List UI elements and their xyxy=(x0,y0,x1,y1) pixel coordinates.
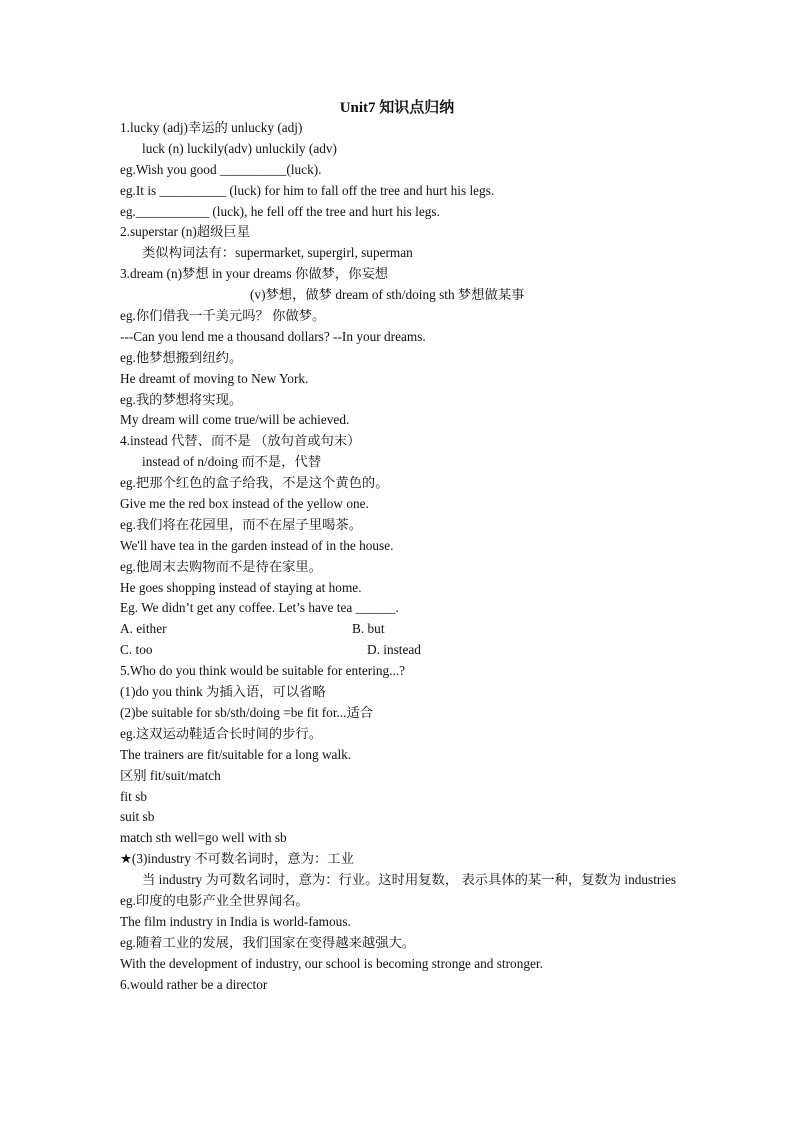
note-line: (v)梦想，做梦 dream of sth/doing sth 梦想做某事 xyxy=(250,287,525,303)
note-line: eg.随着工业的发展，我们国家在变得越来越强大。 xyxy=(120,934,416,950)
note-line: He dreamt of moving to New York. xyxy=(120,370,309,386)
note-line: suit sb xyxy=(120,809,155,825)
note-line: (1)do you think 为插入语，可以省略 xyxy=(120,684,326,700)
note-line: 6.would rather be a director xyxy=(120,976,268,992)
note-line: Eg. We didn’t get any coffee. Let’s have tea ______. xyxy=(120,600,399,616)
note-line: eg.Wish you good __________(luck). xyxy=(120,161,322,177)
note-line: eg.他周末去购物而不是待在家里。 xyxy=(120,558,323,574)
option-c: C. too xyxy=(120,642,153,658)
note-line: 区别 fit/suit/match xyxy=(120,767,221,783)
note-line: 1.lucky (adj)幸运的 unlucky (adj) xyxy=(120,120,303,135)
option-a: A. either xyxy=(120,621,167,637)
notes-body xyxy=(120,118,710,995)
note-line: 4.instead 代替、而不是 （放句首或句末） xyxy=(120,433,361,449)
note-line: instead of n/doing 而不是，代替 xyxy=(142,454,322,470)
industry-note: 当 industry 为可数名词时，意为：行业。这时用复数， 表示具体的某一种，复数为 industries xyxy=(142,872,677,888)
page-title: Unit7 知识点归纳 xyxy=(339,100,455,116)
option-d: D. instead xyxy=(367,642,421,658)
note-line: With the development of industry, our school is becoming stronge and stronger. xyxy=(120,955,543,971)
note-line: 5.Who do you think would be suitable for entering...? xyxy=(120,663,406,679)
note-line: 类似构词法有：supermarket, supergirl, superman xyxy=(142,245,413,261)
option-row xyxy=(120,640,710,661)
option-row xyxy=(120,619,710,640)
note-line: He goes shopping instead of staying at home. xyxy=(120,579,362,595)
note-line: match sth well=go well with sb xyxy=(120,830,287,846)
note-line: 3.dream (n)梦想 in your dreams 你做梦，你妄想 xyxy=(120,266,389,282)
note-line: eg.我的梦想将实现。 xyxy=(120,391,243,407)
note-line: eg.印度的电影产业全世界闻名。 xyxy=(120,892,309,908)
note-line: eg.把那个红色的盒子给我，不是这个黄色的。 xyxy=(120,475,389,491)
note-line: 2.superstar (n)超级巨星 xyxy=(120,224,250,240)
note-line: Give me the red box instead of the yellow one. xyxy=(120,496,369,512)
note-line: eg.It is __________ (luck) for him to fall off the tree and hurt his legs. xyxy=(120,182,495,198)
note-line: eg.你们借我一千美元吗？ 你做梦。 xyxy=(120,308,326,324)
note-line: ---Can you lend me a thousand dollars? --In your dreams. xyxy=(120,328,426,344)
option-b: B. but xyxy=(352,621,385,637)
note-line: The film industry in India is world-famous. xyxy=(120,913,351,929)
note-line: (2)be suitable for sb/sth/doing =be fit for...适合 xyxy=(120,704,374,720)
note-line: ★(3)industry 不可数名词时，意为：工业 xyxy=(120,851,354,867)
note-line: luck (n) luckily(adv) unluckily (adv) xyxy=(142,140,337,156)
note-line: The trainers are fit/suitable for a long walk. xyxy=(120,746,352,762)
note-line: eg.这双运动鞋适合长时间的步行。 xyxy=(120,725,323,741)
note-line: We'll have tea in the garden instead of in the house. xyxy=(120,537,394,553)
note-line: eg.他梦想搬到纽约。 xyxy=(120,349,243,365)
note-line: fit sb xyxy=(120,788,147,804)
note-line: eg.___________ (luck), he fell off the tree and hurt his legs. xyxy=(120,203,440,219)
note-line: My dream will come true/will be achieved. xyxy=(120,412,350,428)
note-line: eg.我们将在花园里，而不在屋子里喝茶。 xyxy=(120,516,362,532)
